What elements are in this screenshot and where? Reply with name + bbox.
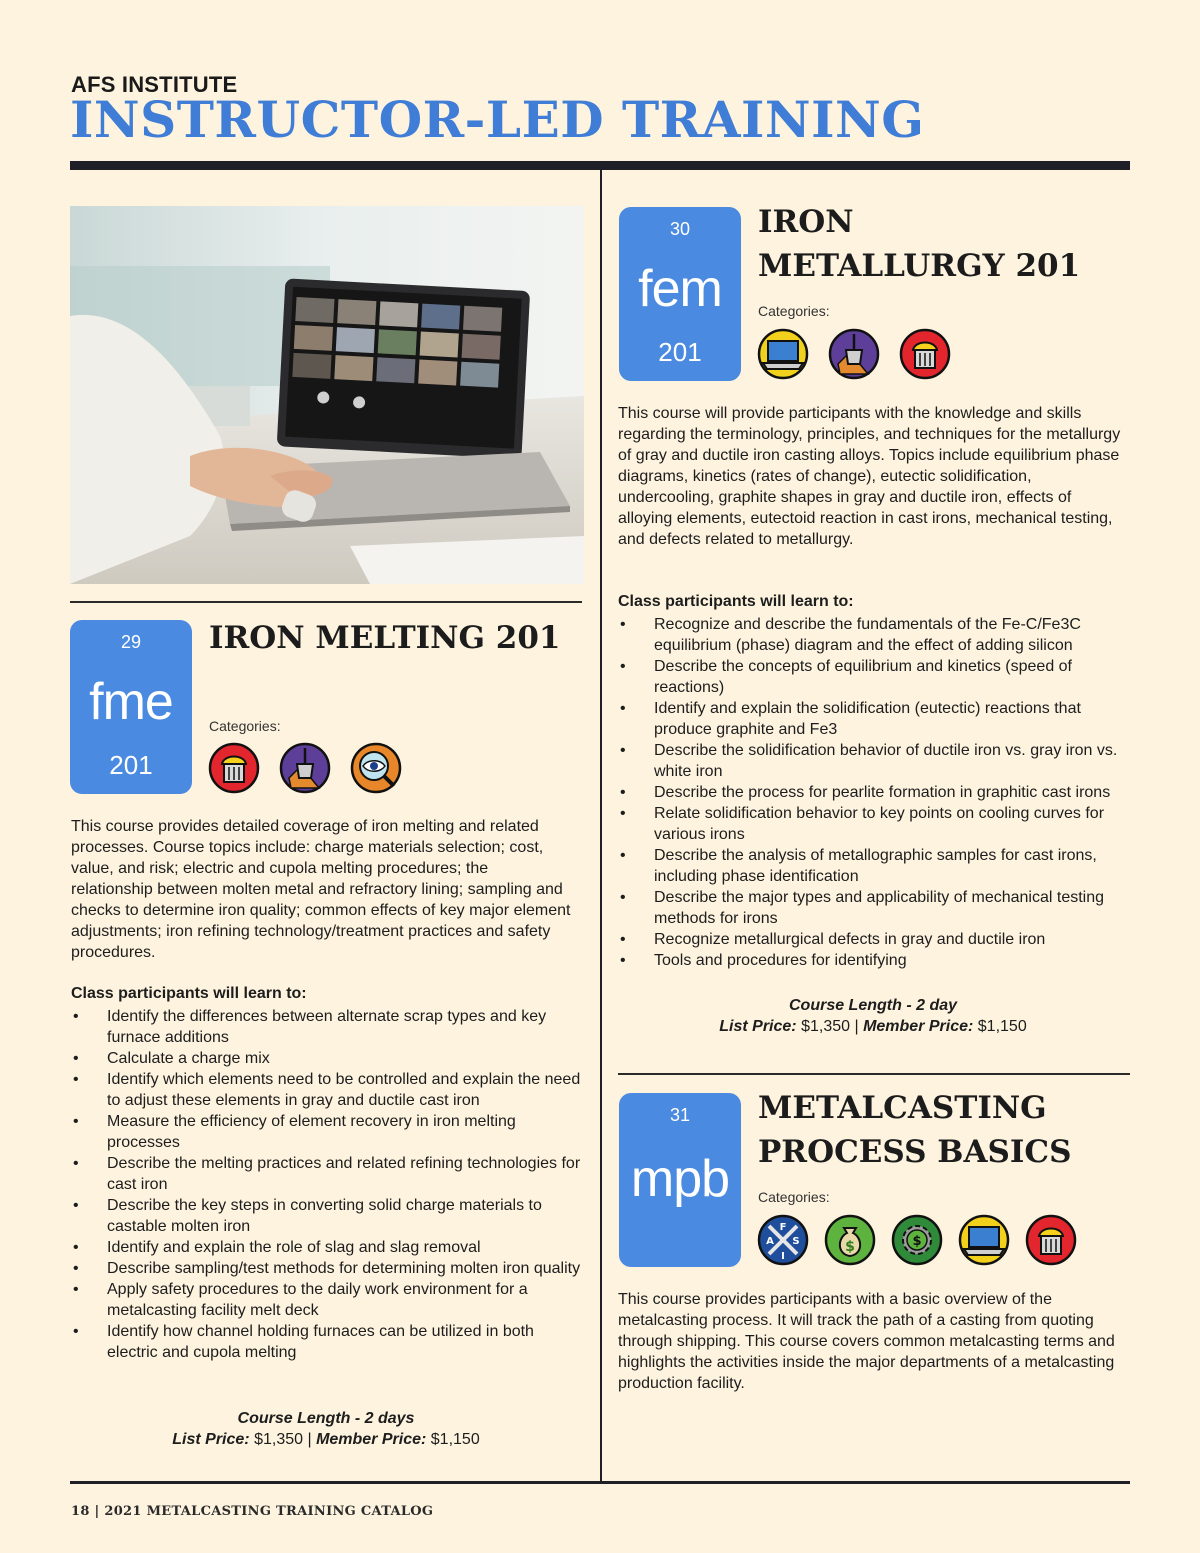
column-divider	[600, 170, 602, 1482]
course-description-mpb: This course provides participants with a basic overview of the metalcasting process. It will track the path of a casting from quoting through shipping. This course covers common metalcasting terms and highlights the activities inside the major departments of a metalcasting production facility.	[618, 1291, 1115, 1392]
course-level: 201	[109, 750, 153, 780]
course-abbreviation: fem	[638, 260, 722, 318]
course-code-tile-fme	[70, 620, 192, 794]
learn-list-item: • Recognize and describe the fundamentals of the Fe-C/Fe3C equilibrium (phase) diagram and the effect of adding silicon	[618, 614, 1130, 656]
list-price-label: List Price:	[719, 1018, 797, 1035]
learn-list-item: • Describe sampling/test methods for determining molten iron quality	[71, 1258, 581, 1279]
price-block-fme: Course Length - 2 days List Price: $1,350 | Member Price: $1,150	[172, 1410, 480, 1448]
course-number: 31	[669, 1105, 691, 1125]
fais-letter-f: F	[779, 1222, 787, 1233]
learn-list-item: • Identify which elements need to be controlled and explain the need to adjust these elements in gray and ductile cast iron	[71, 1069, 581, 1111]
course-title-line1: IRON	[758, 204, 854, 240]
course-title-mpb	[758, 1086, 1071, 1174]
category-icons-mpb	[757, 1214, 1077, 1266]
course-abbreviation: mpb	[630, 1150, 730, 1208]
learn-list-item: • Identify how channel holding furnaces can be utilized in both electric and cupola melting	[71, 1321, 581, 1363]
categories-label: Categories:	[758, 303, 830, 319]
learn-list-item: • Recognize metallurgical defects in gray and ductile iron	[618, 929, 1130, 950]
pouring-ladle-icon	[279, 742, 331, 794]
fais-wrench-icon	[757, 1214, 809, 1266]
course-number: 30	[669, 219, 691, 239]
learn-list-item: • Tools and procedures for identifying	[618, 950, 1130, 971]
dollar-symbol: $	[845, 1239, 855, 1255]
money-bag-icon	[824, 1214, 876, 1266]
learn-list-item: • Measure the efficiency of element recovery in iron melting processes	[71, 1111, 581, 1153]
fais-letter-s: S	[792, 1236, 800, 1247]
dollar-gear-icon	[891, 1214, 943, 1266]
learn-list-item: • Calculate a charge mix	[71, 1048, 581, 1069]
course-length: Course Length - 2 day	[788, 997, 958, 1014]
course-level: 201	[658, 337, 702, 367]
list-price: $1,350	[801, 1018, 851, 1035]
laptop-icon	[958, 1214, 1010, 1266]
pouring-ladle-icon	[828, 328, 880, 380]
list-price: $1,350	[254, 1431, 304, 1448]
section-rule-mpb	[618, 1073, 1130, 1075]
categories-label: Categories:	[758, 1189, 830, 1205]
fais-letter-a: A	[766, 1236, 774, 1247]
learn-list-item: • Identify the differences between alternate scrap types and key furnace additions	[71, 1006, 581, 1048]
categories-label: Categories:	[209, 718, 281, 734]
learn-list-fem	[618, 614, 1130, 971]
course-length: Course Length - 2 days	[237, 1410, 415, 1427]
header-rule	[70, 161, 1130, 170]
course-description-fem: This course will provide participants with the knowledge and skills regarding the terminology, principles, and techniques for the metallurgy of gray and ductile iron casting alloys. Topics include equilibrium phase diagrams, kinetics (rates of change), eutectic solidification, undercooling, graphite shapes in gray and ductile iron, effects of alloying elements, eutectoid reaction in cast irons, mechanical testing, and defects related to metallurgy.	[618, 405, 1121, 548]
course-title-fem	[758, 200, 1080, 288]
list-price-label: List Price:	[172, 1431, 250, 1448]
laptop-icon	[757, 328, 809, 380]
course-title-fme: IRON MELTING 201	[209, 620, 561, 656]
learn-list-item: • Describe the solidification behavior of ductile iron vs. gray iron vs. white iron	[618, 740, 1130, 782]
course-number: 29	[120, 632, 142, 652]
course-title-line2: METALLURGY 201	[758, 248, 1081, 284]
learn-list-item: • Describe the process for pearlite formation in graphitic cast irons	[618, 782, 1130, 803]
fais-letter-i: I	[781, 1251, 785, 1262]
learn-list-item: • Relate solidification behavior to key points on cooling curves for various irons	[618, 803, 1130, 845]
dollar-symbol: $	[912, 1234, 922, 1249]
learn-heading-fem: Class participants will learn to:	[618, 593, 854, 610]
section-rule-fme	[70, 601, 582, 603]
melt-pot-icon	[899, 328, 951, 380]
learn-list-fme	[71, 1006, 581, 1363]
member-price: $1,150	[430, 1431, 480, 1448]
melt-pot-icon	[1025, 1214, 1077, 1266]
laptop-video-call-photo	[70, 206, 584, 584]
learn-list-item: • Describe the melting practices and related refining technologies for cast iron	[71, 1153, 581, 1195]
learn-list-item: • Describe the key steps in converting solid charge materials to castable molten iron	[71, 1195, 581, 1237]
footer-rule	[70, 1481, 1130, 1484]
member-price-label: Member Price:	[863, 1018, 974, 1035]
course-code-tile-fem	[619, 207, 741, 381]
header-kicker: AFS INSTITUTE	[71, 72, 238, 97]
learn-list-item: • Identify and explain the solidification (eutectic) reactions that produce graphite and Fe3	[618, 698, 1130, 740]
learn-heading-fme: Class participants will learn to:	[71, 985, 307, 1002]
learn-list-item: • Identify and explain the role of slag and slag removal	[71, 1237, 581, 1258]
course-description-fme: This course provides detailed coverage of iron melting and related processes. Course topics include: charge materials selection; cost, value, and risk; electric and cupola melting procedures; the relationship between molten metal and refractory lining; sampling and checks to determine iron quality; common effects of key major element adjustments; iron refining technology/treatment practices and safety procedures.	[71, 818, 571, 961]
inspection-eye-icon	[350, 742, 402, 794]
price-block-fem: Course Length - 2 day List Price: $1,350 | Member Price: $1,150	[719, 997, 1027, 1035]
category-icons-fme	[208, 742, 402, 794]
page-title: INSTRUCTOR-LED TRAINING	[70, 90, 925, 149]
member-price-label: Member Price:	[316, 1431, 427, 1448]
course-title-line1: METALCASTING	[758, 1090, 1047, 1126]
page-footer: 18 | 2021 METALCASTING TRAINING CATALOG	[71, 1504, 434, 1519]
learn-list-item: • Describe the concepts of equilibrium and kinetics (speed of reactions)	[618, 656, 1130, 698]
course-code-tile-mpb	[619, 1093, 741, 1267]
member-price: $1,150	[977, 1018, 1027, 1035]
course-title-line2: PROCESS BASICS	[758, 1134, 1072, 1170]
category-icons-fem	[757, 328, 951, 380]
learn-list-item: • Apply safety procedures to the daily work environment for a metalcasting facility melt deck	[71, 1279, 581, 1321]
learn-list-item: • Describe the major types and applicability of mechanical testing methods for irons	[618, 887, 1130, 929]
learn-list-item: • Describe the analysis of metallographic samples for cast irons, including phase identification	[618, 845, 1130, 887]
course-abbreviation: fme	[89, 673, 173, 731]
melt-pot-icon	[208, 742, 260, 794]
